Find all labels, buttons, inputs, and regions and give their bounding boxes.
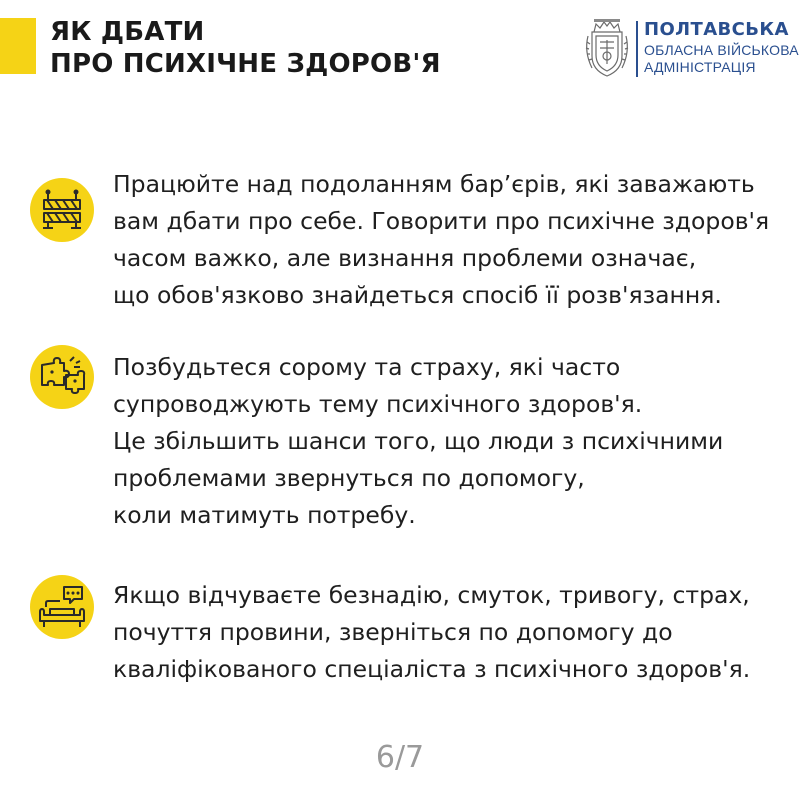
org-name-line-1: ПОЛТАВСЬКА: [644, 19, 789, 40]
tip-line: Це збільшить шанси того, що люди з психічними: [113, 427, 724, 455]
tip-line: Якщо відчуваєте безнадію, смуток, тривогу, страх,: [113, 581, 750, 609]
org-name-line-2: ОБЛАСНА ВІЙСЬКОВА: [644, 42, 799, 58]
page-title: [50, 16, 441, 80]
organization-logo: [582, 18, 799, 80]
page-indicator: 6/7: [375, 740, 425, 775]
tip-text-barriers: [113, 166, 769, 314]
tip-line: проблемами звернуться по допомогу,: [113, 464, 585, 492]
tip-text-shame-fear: [113, 349, 723, 534]
tip-line: Позбудьтеся сорому та страху, які часто: [113, 353, 621, 381]
tip-line: Працюйте над подоланням бар’єрів, які заважають: [113, 170, 755, 198]
org-divider: [636, 21, 638, 77]
poltava-crest-icon: [582, 18, 632, 80]
road-barrier-icon: [30, 178, 94, 242]
tip-line: супроводжують тему психічного здоров'я.: [113, 390, 643, 418]
page-title-line-2: ПРО ПСИХІЧНЕ ЗДОРОВ'Я: [50, 49, 441, 79]
page-title-line-1: ЯК ДБАТИ: [50, 17, 205, 47]
puzzle-pieces-icon: [30, 345, 94, 409]
org-name-line-3: АДМІНІСТРАЦІЯ: [644, 59, 756, 75]
tip-line: почуття провини, зверніться по допомогу до: [113, 618, 673, 646]
org-name: [644, 21, 799, 77]
tip-line: кваліфікованого спеціаліста з психічного здоров'я.: [113, 655, 751, 683]
tip-text-seek-help: [113, 577, 750, 688]
therapy-couch-chat-icon: [30, 575, 94, 639]
tip-line: що обов'язково знайдеться спосіб її розв'язання.: [113, 281, 722, 309]
accent-bar: [0, 18, 36, 74]
tip-line: часом важко, але визнання проблеми означає,: [113, 244, 697, 272]
tip-line: коли матимуть потребу.: [113, 501, 416, 529]
tip-line: вам дбати про себе. Говорити про психічне здоров'я: [113, 207, 770, 235]
